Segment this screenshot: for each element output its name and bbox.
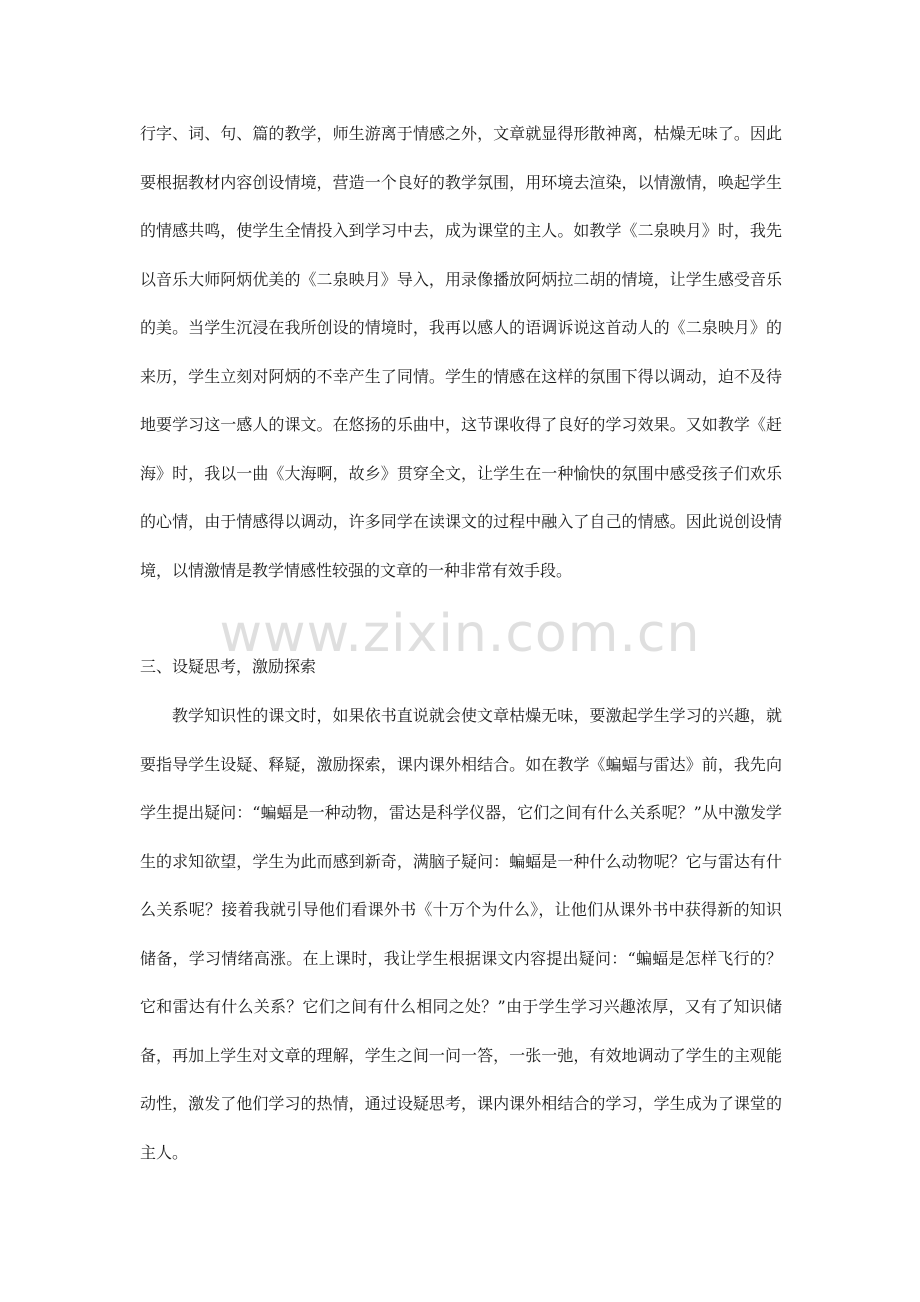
paragraph-line: 的美。当学生沉浸在我所创设的情境时，我再以感人的语调诉说这首动人的《二泉映月》的 [140, 318, 782, 337]
paragraph-line: 要指导学生设疑、释疑，激励探索，课内课外相结合。如在教学《蝙蝠与雷达》前，我先向 [140, 755, 782, 774]
paragraph-line: 以音乐大师阿炳优美的《二泉映月》导入，用录像播放阿炳拉二胡的情境，让学生感受音乐 [140, 270, 782, 289]
paragraph-line: 主人。 [140, 1143, 189, 1162]
paragraph-line: 学生提出疑问：“蝙蝠是一种动物，雷达是科学仪器，它们之间有什么关系呢？”从中激发学 [140, 803, 782, 822]
paragraph-line: 备，再加上学生对文章的理解，学生之间一问一答，一张一弛，有效地调动了学生的主观能 [140, 1046, 782, 1065]
section-heading: 三、设疑思考，激励探索 [140, 657, 317, 676]
paragraph-line: 海》时，我以一曲《大海啊，故乡》贯穿全文，让学生在一种愉快的氛围中感受孩子们欢乐 [140, 464, 782, 483]
paragraph-line: 行字、词、句、篇的教学，师生游离于情感之外，文章就显得形散神离，枯燥无味了。因此 [140, 124, 782, 143]
paragraph-line: 储备，学习情绪高涨。在上课时，我让学生根据课文内容提出疑问：“蝙蝠是怎样飞行的？ [140, 949, 782, 968]
paragraph-line: 要根据教材内容创设情境，营造一个良好的教学氛围，用环境去渲染，以情激情，唤起学生 [140, 173, 782, 192]
paragraph-line: 的心情，由于情感得以调动，许多同学在读课文的过程中融入了自己的情感。因此说创设情 [140, 512, 782, 531]
paragraph-line: 教学知识性的课文时，如果依书直说就会使文章枯燥无味，要激起学生学习的兴趣，就 [172, 706, 782, 725]
paragraph-line: 动性，激发了他们学习的热情，通过设疑思考，课内课外相结合的学习，学生成为了课堂的 [140, 1094, 782, 1113]
paragraph-line: 来历，学生立刻对阿炳的不幸产生了同情。学生的情感在这样的氛围下得以调动，迫不及待 [140, 367, 782, 386]
paragraph-line: 地要学习这一感人的课文。在悠扬的乐曲中，这节课收得了良好的学习效果。又如教学《赶 [140, 415, 782, 434]
paragraph-line: 境，以情激情是教学情感性较强的文章的一种非常有效手段。 [140, 561, 573, 580]
paragraph-line: 么关系呢？接着我就引导他们看课外书《十万个为什么》，让他们从课外书中获得新的知识 [140, 900, 782, 919]
paragraph-line: 的情感共鸣，使学生全情投入到学习中去，成为课堂的主人。如教学《二泉映月》时，我先 [140, 221, 782, 240]
paragraph-line: 生的求知欲望，学生为此而感到新奇，满脑子疑问：蝙蝠是一种什么动物呢？它与雷达有什 [140, 852, 782, 871]
paragraph-line: 它和雷达有什么关系？它们之间有什么相同之处？”由于学生学习兴趣浓厚，又有了知识储 [140, 997, 782, 1016]
watermark: www.zixin.com.cn [219, 604, 701, 664]
